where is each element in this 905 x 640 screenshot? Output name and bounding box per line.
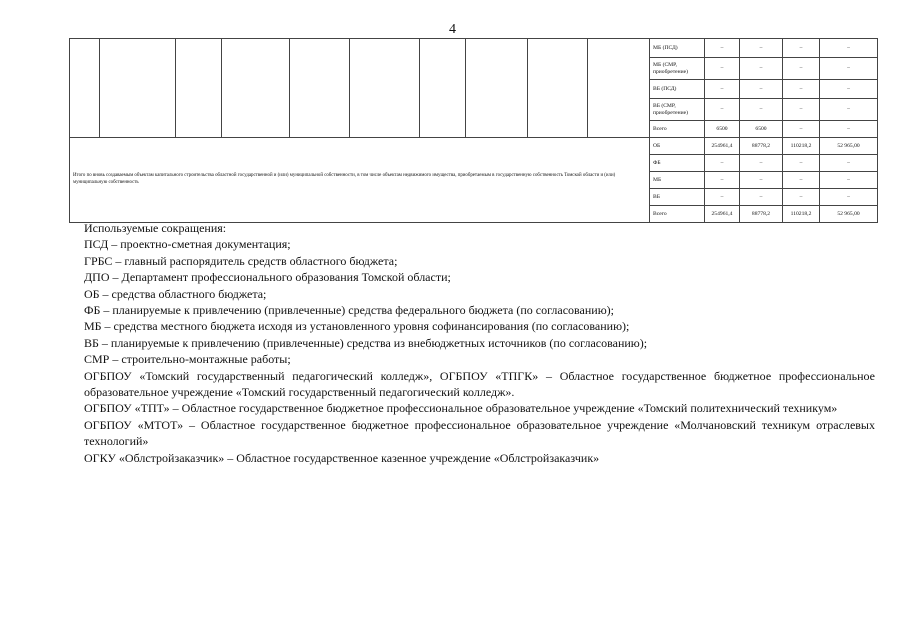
value-cell: 88778,2 (740, 138, 783, 155)
abbreviations-legend (84, 220, 875, 466)
summary-label: Итого по вновь создаваемым объектам капитального строительства областной государственной и (или) муниципальной собственности, в том числе объектам недвижимого имущества, приобретаемым в государственную собственность Томской области и (или) муниципальную собственность (70, 138, 650, 223)
legend-item: ОГБПОУ «Томский государственный педагогический колледж», ОГБПОУ «ТПГК» – Областное государственное бюджетное профессиональное образовательное учреждение «Томский государственный педагогический колледж». (84, 368, 875, 400)
value-cell: – (783, 189, 820, 206)
legend-item: ПСД – проектно-сметная документация; (84, 237, 291, 252)
value-cell: – (705, 189, 740, 206)
value-cell: – (740, 172, 783, 189)
value-cell: – (783, 172, 820, 189)
budget-row (70, 138, 878, 155)
legend-item: ДПО – Департамент профессионального образования Томской области; (84, 270, 451, 285)
value-cell: – (705, 172, 740, 189)
source-cell: Всего (650, 206, 705, 223)
value-cell: – (740, 39, 783, 58)
source-cell: ОБ (650, 138, 705, 155)
source-cell: МБ (ПСД) (650, 39, 705, 58)
value-cell: – (740, 58, 783, 80)
blank-cell (420, 39, 466, 138)
blank-cell (290, 39, 350, 138)
legend-item: ВБ – планируемые к привлечению (привлеченные) средства из внебюджетных источников (по согласованию); (84, 335, 648, 350)
source-cell: Всего (650, 121, 705, 138)
blank-cell (222, 39, 290, 138)
value-cell: – (783, 99, 820, 121)
value-cell: – (820, 189, 878, 206)
value-cell: – (820, 172, 878, 189)
value-cell: 52 965,00 (820, 206, 878, 223)
value-cell: – (705, 99, 740, 121)
value-cell: – (740, 80, 783, 99)
value-cell: – (820, 99, 878, 121)
legend-item: ГРБС – главный распорядитель средств областного бюджета; (84, 253, 398, 268)
value-cell: – (820, 58, 878, 80)
value-cell: – (705, 80, 740, 99)
value-cell: – (820, 155, 878, 172)
value-cell: 6500 (705, 121, 740, 138)
value-cell: – (740, 189, 783, 206)
legend-item: ФБ – планируемые к привлечению (привлеченные) средства федерального бюджета (по согласованию); (84, 303, 614, 318)
value-cell: – (783, 39, 820, 58)
value-cell: – (820, 80, 878, 99)
source-cell: ВБ (ПСД) (650, 80, 705, 99)
blank-cell (466, 39, 528, 138)
legend-item: СМР – строительно-монтажные работы; (84, 352, 291, 367)
source-cell: ВБ (СМР, приобретение) (650, 99, 705, 121)
blank-cell (350, 39, 420, 138)
legend-item: МБ – средства местного бюджета исходя из установленного уровня софинансирования (по согласованию); (84, 319, 630, 334)
value-cell: – (820, 39, 878, 58)
value-cell: 110218,2 (783, 206, 820, 223)
budget-table (69, 38, 878, 223)
value-cell: – (820, 121, 878, 138)
blank-cell (100, 39, 176, 138)
source-cell: ВБ (650, 189, 705, 206)
value-cell: 6500 (740, 121, 783, 138)
value-cell: – (783, 121, 820, 138)
value-cell: – (705, 58, 740, 80)
value-cell: 88778,2 (740, 206, 783, 223)
legend-item: ОГБПОУ «МТОТ» – Областное государственное бюджетное профессиональное образовательное учреждение «Молчановский техникум отраслевых технологий» (84, 417, 875, 449)
value-cell: – (705, 39, 740, 58)
budget-row (70, 39, 878, 58)
legend-heading: Используемые сокращения: (84, 221, 227, 235)
legend-item: ОГБПОУ «ТПТ» – Областное государственное бюджетное профессиональное образовательное учреждение «Томский политехнический техникум» (84, 401, 838, 416)
blank-cell (176, 39, 222, 138)
value-cell: 254961,4 (705, 206, 740, 223)
value-cell: – (740, 99, 783, 121)
blank-cell (70, 39, 100, 138)
value-cell: 110218,2 (783, 138, 820, 155)
value-cell: 52 965,00 (820, 138, 878, 155)
value-cell: – (705, 155, 740, 172)
blank-cell (588, 39, 650, 138)
source-cell: МБ (650, 172, 705, 189)
legend-item: ОГКУ «Облстройзаказчик» – Областное государственное казенное учреждение «Облстройзаказчик» (84, 450, 600, 465)
source-cell: МБ (СМР, приобретение) (650, 58, 705, 80)
value-cell: – (740, 155, 783, 172)
value-cell: 254961,4 (705, 138, 740, 155)
legend-item: ОБ – средства областного бюджета; (84, 286, 267, 301)
source-cell: ФБ (650, 155, 705, 172)
blank-cell (528, 39, 588, 138)
value-cell: – (783, 80, 820, 99)
value-cell: – (783, 155, 820, 172)
value-cell: – (783, 58, 820, 80)
page-number: 4 (449, 22, 456, 37)
